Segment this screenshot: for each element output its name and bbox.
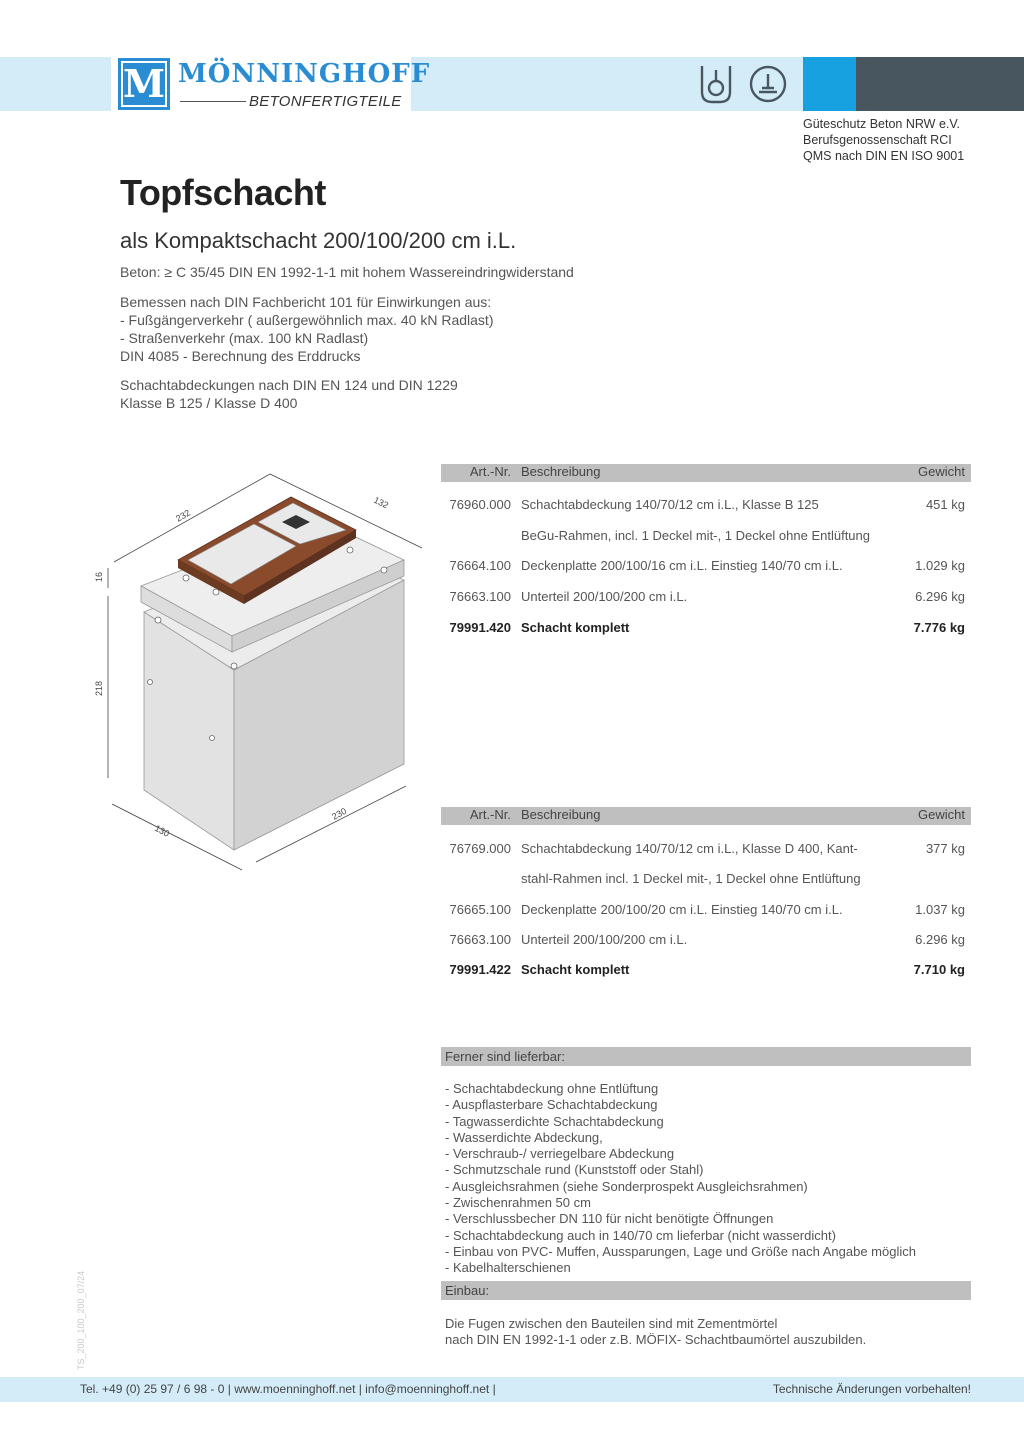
spec-beton: Beton: ≥ C 35/45 DIN EN 1992-1-1 mit hohem Wassereindringwiderstand: [120, 264, 574, 280]
dim-bottom-depth: 130: [153, 822, 172, 839]
header-desc: Beschreibung: [521, 807, 601, 822]
cell-art: 76665.100: [449, 902, 511, 917]
certification-line: Güteschutz Beton NRW e.V.: [803, 117, 961, 131]
cell-weight: 6.296 kg: [915, 589, 965, 604]
logo-name: MÖNNINGHOFF: [178, 59, 431, 89]
spec-line: DIN 4085 - Berechnung des Erddrucks: [120, 348, 361, 364]
cell-weight: 1.029 kg: [915, 558, 965, 573]
list-item: - Schmutzschale rund (Kunststoff oder Stahl): [445, 1162, 704, 1178]
logo-subtitle: BETONFERTIGTEILE: [249, 93, 402, 110]
einbau-heading: Einbau:: [441, 1281, 971, 1300]
cell-weight: 7.776 kg: [913, 620, 965, 635]
footer-note: Technische Änderungen vorbehalten!: [772, 1382, 971, 1396]
cell-desc: Deckenplatte 200/100/20 cm i.L. Einstieg 140/70 cm i.L.: [521, 902, 843, 917]
certification-list: [803, 116, 964, 164]
table-row: [441, 931, 971, 949]
cell-desc: Unterteil 200/100/200 cm i.L.: [521, 589, 688, 604]
cell-desc: Schachtabdeckung 140/70/12 cm i.L., Klasse B 125: [521, 497, 819, 512]
article-table-d400: [441, 807, 971, 987]
dim-slab-height: 16: [94, 571, 104, 582]
header-art: Art.-Nr.: [469, 464, 511, 479]
footer: [0, 1377, 1024, 1402]
header-weight: Gewicht: [918, 464, 965, 479]
table-row: [441, 496, 971, 514]
list-item: - Kabelhalterschienen: [445, 1260, 571, 1276]
list-item: - Verschraub-/ verriegelbare Abdeckung: [445, 1146, 675, 1162]
logo-letter: M: [123, 61, 166, 106]
logo-divider: [180, 101, 246, 102]
list-item: - Einbau von PVC- Muffen, Aussparungen, Lage und Größe nach Angabe möglich: [445, 1243, 916, 1259]
spec-line: - Straßenverkehr (max. 100 kN Radlast): [120, 330, 369, 346]
table-row: [441, 527, 971, 545]
table-header: [441, 464, 971, 482]
ferner-heading: Ferner sind lieferbar:: [441, 1047, 971, 1066]
spec-bemessen: [120, 293, 494, 365]
shaft-drawing: [86, 460, 426, 880]
logo-mark: [118, 58, 170, 110]
dim-top-length: 232: [174, 507, 193, 524]
list-item: - Auspflasterbare Schachtabdeckung: [445, 1097, 658, 1113]
certification-line: Berufsgenossenschaft RCI: [803, 133, 952, 147]
dark-block: [856, 57, 1024, 111]
quality-seal-icon: [702, 66, 730, 102]
cell-desc: BeGu-Rahmen, incl. 1 Deckel mit-, 1 Deckel ohne Entlüftung: [521, 528, 871, 543]
cell-art: 76769.000: [449, 841, 511, 856]
cell-desc: Schacht komplett: [521, 962, 630, 977]
spec-line: Schachtabdeckungen nach DIN EN 124 und DIN 1229: [120, 377, 458, 393]
spec-line: Bemessen nach DIN Fachbericht 101 für Einwirkungen aus:: [120, 294, 492, 310]
list-item: - Wasserdichte Abdeckung,: [445, 1129, 603, 1145]
dim-body-height: 218: [94, 680, 104, 696]
header-art: Art.-Nr.: [469, 807, 511, 822]
lifting-hole: [213, 589, 219, 595]
einbau-text: [445, 1316, 866, 1348]
lifting-hole: [210, 736, 215, 741]
list-item: - Schachtabdeckung ohne Entlüftung: [445, 1081, 659, 1096]
table-row: [441, 901, 971, 919]
table-row: [441, 588, 971, 606]
header-desc: Beschreibung: [521, 464, 601, 479]
lifting-hole: [347, 547, 353, 553]
cell-art: 76663.100: [449, 589, 511, 604]
cell-art: 76663.100: [449, 932, 511, 947]
lifting-hole: [231, 663, 237, 669]
cell-weight: 1.037 kg: [915, 902, 965, 917]
cell-desc: Unterteil 200/100/200 cm i.L.: [521, 932, 688, 947]
lifting-hole: [148, 680, 153, 685]
cell-art: 76664.100: [449, 558, 511, 573]
dim-bottom-length: 230: [330, 805, 349, 822]
cell-art: 79991.422: [449, 962, 511, 977]
cell-weight: 451 kg: [925, 497, 965, 512]
safety-seal-icon: [751, 67, 785, 101]
cell-desc: Schachtabdeckung 140/70/12 cm i.L., Klasse D 400, Kant-: [521, 841, 858, 856]
accent-block: [803, 57, 856, 111]
cell-desc: Schacht komplett: [521, 620, 630, 635]
cell-art: 76960.000: [449, 497, 511, 512]
lifting-hole: [183, 575, 189, 581]
lifting-hole: [155, 617, 161, 623]
spec-line: - Fußgängerverkehr ( außergewöhnlich max. 40 kN Radlast): [120, 312, 494, 328]
table-row: [441, 557, 971, 575]
cell-weight: 377 kg: [925, 841, 965, 856]
spec-abdeckung: [120, 376, 458, 412]
ferner-list: [445, 1081, 916, 1277]
einbau-line: nach DIN EN 1992-1-1 oder z.B. MÖFIX- Schachtbaumörtel auszubilden.: [445, 1332, 867, 1347]
table-row: [441, 840, 971, 858]
cell-art: 79991.420: [449, 620, 511, 635]
list-item: - Tagwasserdichte Schachtabdeckung: [445, 1113, 664, 1129]
document-code: TS_200_100_200_07/24: [76, 1270, 86, 1370]
cell-weight: 6.296 kg: [915, 932, 965, 947]
list-item: - Ausgleichsrahmen (siehe Sonderprospekt Ausgleichsrahmen): [445, 1178, 808, 1194]
page-subtitle: als Kompaktschacht 200/100/200 cm i.L.: [120, 228, 517, 253]
list-item: - Verschlussbecher DN 110 für nicht benötigte Öffnungen: [445, 1211, 774, 1227]
dim-top-depth: 132: [372, 494, 391, 511]
table-row-total: [441, 961, 971, 979]
header-weight: Gewicht: [918, 807, 965, 822]
table-row: [441, 870, 971, 888]
cell-desc: stahl-Rahmen incl. 1 Deckel mit-, 1 Deckel ohne Entlüftung: [521, 871, 861, 886]
list-item: - Schachtabdeckung auch in 140/70 cm lieferbar (nicht wasserdicht): [445, 1227, 836, 1243]
cell-desc: Deckenplatte 200/100/16 cm i.L. Einstieg 140/70 cm i.L.: [521, 558, 843, 573]
einbau-line: Die Fugen zwischen den Bauteilen sind mit Zementmörtel: [445, 1316, 778, 1331]
cell-weight: 7.710 kg: [913, 962, 965, 977]
footer-contact[interactable]: Tel. +49 (0) 25 97 / 6 98 - 0 | www.moenninghoff.net | info@moenninghoff.net |: [80, 1382, 496, 1396]
spec-line: Klasse B 125 / Klasse D 400: [120, 395, 298, 411]
table-header: [441, 807, 971, 825]
certification-line: QMS nach DIN EN ISO 9001: [803, 149, 965, 163]
article-table-b125: [441, 464, 971, 644]
page-title: Topfschacht: [120, 172, 326, 213]
certification-icons: [696, 62, 796, 106]
table-row-total: [441, 619, 971, 637]
list-item: - Zwischenrahmen 50 cm: [445, 1195, 591, 1211]
lifting-hole: [381, 567, 387, 573]
